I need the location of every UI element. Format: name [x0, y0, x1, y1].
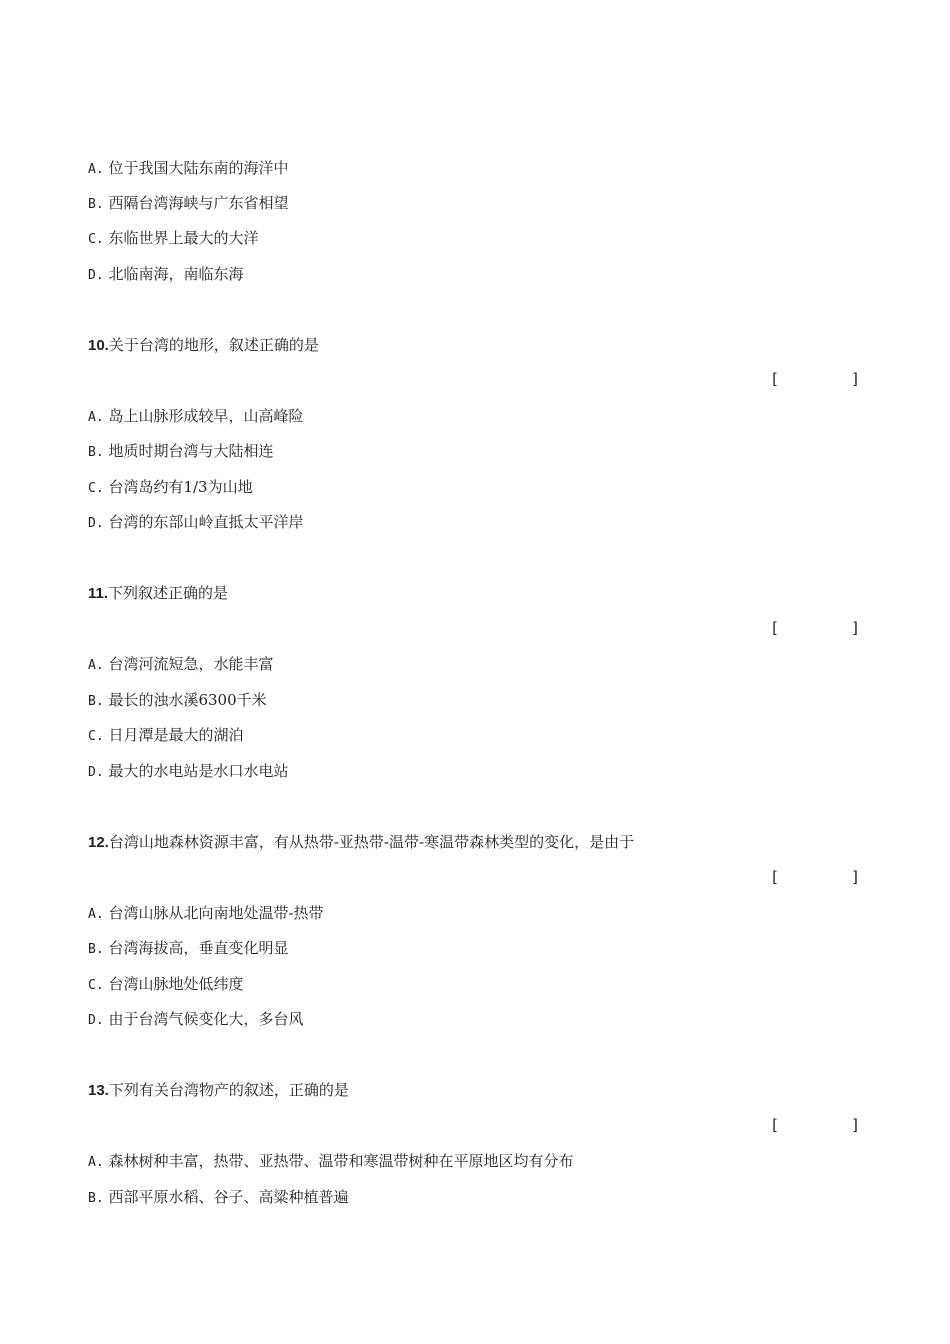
option-text: 北临南海，南临东海 [108, 265, 244, 283]
option-letter: A. [88, 410, 104, 425]
option-text: 西隔台湾海峡与广东省相望 [108, 194, 289, 212]
q12-option-b [88, 938, 288, 960]
question-number: 11. [88, 585, 109, 602]
option-letter: D. [88, 1013, 104, 1028]
q12-option-d [88, 1009, 303, 1031]
question-text: 台湾山地森林资源丰富，有从热带-亚热带-温带-寒温带森林类型的变化，是由于 [108, 833, 635, 851]
q12-stem [88, 832, 634, 853]
option-letter: A. [88, 907, 104, 922]
q9-option-d [88, 264, 243, 286]
bracket-open: [ [770, 868, 780, 886]
option-text: 位于我国大陆东南的海洋中 [108, 159, 289, 177]
q11-stem [88, 583, 228, 604]
question-number: 12. [88, 834, 109, 851]
option-letter: C. [88, 978, 104, 993]
option-text: 岛上山脉形成较早，山高峰险 [108, 407, 304, 425]
option-text: 最大的水电站是水口水电站 [108, 762, 289, 780]
option-text: 台湾的东部山岭直抵太平洋岸 [108, 513, 304, 531]
option-text: 地质时期台湾与大陆相连 [108, 442, 274, 460]
q11-answer-bracket[interactable] [770, 618, 860, 638]
option-text: 东临世界上最大的大洋 [108, 229, 259, 247]
option-text: 台湾河流短急，水能丰富 [108, 655, 274, 673]
option-text: 台湾山脉从北向南地处温带-热带 [108, 904, 324, 922]
bracket-open: [ [770, 370, 780, 388]
q11-option-b [88, 690, 267, 712]
q13-stem [88, 1080, 349, 1101]
bracket-open: [ [770, 1116, 780, 1134]
option-text: 台湾山脉地处低纬度 [108, 975, 244, 993]
option-letter: D. [88, 765, 104, 780]
option-text: 西部平原水稻、谷子、高粱种植普遍 [108, 1188, 349, 1206]
q9-option-c [88, 228, 258, 250]
option-letter: C. [88, 481, 104, 496]
q10-stem [88, 335, 319, 356]
bracket-close: ] [850, 1116, 860, 1134]
option-letter: D. [88, 516, 104, 531]
option-text: 台湾海拔高，垂直变化明显 [108, 939, 289, 957]
q13-option-a [88, 1151, 573, 1173]
option-text: 森林树种丰富，热带、亚热带、温带和寒温带树种在平原地区均有分布 [108, 1152, 574, 1170]
option-letter: A. [88, 162, 104, 177]
bracket-open: [ [770, 619, 780, 637]
option-letter: A. [88, 1155, 104, 1170]
option-text: 台湾岛约有1/3为山地 [108, 478, 253, 496]
q12-option-a [88, 903, 324, 925]
option-letter: B. [88, 942, 104, 957]
option-letter: B. [88, 445, 104, 460]
option-letter: B. [88, 1191, 104, 1206]
q11-option-a [88, 654, 273, 676]
option-letter: B. [88, 197, 104, 212]
option-letter: B. [88, 694, 104, 709]
option-text: 最长的浊水溪6300千米 [108, 691, 267, 709]
q10-answer-bracket[interactable] [770, 369, 860, 389]
option-letter: D. [88, 268, 104, 283]
option-text: 日月潭是最大的湖泊 [108, 726, 244, 744]
q10-option-c [88, 477, 253, 499]
option-text: 由于台湾气候变化大，多台风 [108, 1010, 304, 1028]
q9-option-b [88, 193, 288, 215]
q9-option-a [88, 158, 288, 180]
q11-option-c [88, 725, 243, 747]
question-text: 下列叙述正确的是 [108, 584, 229, 602]
bracket-close: ] [850, 868, 860, 886]
bracket-close: ] [850, 619, 860, 637]
option-letter: C. [88, 729, 104, 744]
q13-option-b [88, 1187, 348, 1209]
bracket-close: ] [850, 370, 860, 388]
option-letter: A. [88, 658, 104, 673]
option-letter: C. [88, 232, 104, 247]
q10-option-b [88, 441, 273, 463]
q10-option-a [88, 406, 303, 428]
question-number: 10. [88, 337, 109, 354]
q12-option-c [88, 974, 243, 996]
question-number: 13. [88, 1082, 109, 1099]
q11-option-d [88, 761, 288, 783]
question-text: 关于台湾的地形，叙述正确的是 [108, 336, 319, 354]
q13-answer-bracket[interactable] [770, 1115, 860, 1135]
q12-answer-bracket[interactable] [770, 867, 860, 887]
q10-option-d [88, 512, 303, 534]
question-text: 下列有关台湾物产的叙述，正确的是 [108, 1081, 349, 1099]
